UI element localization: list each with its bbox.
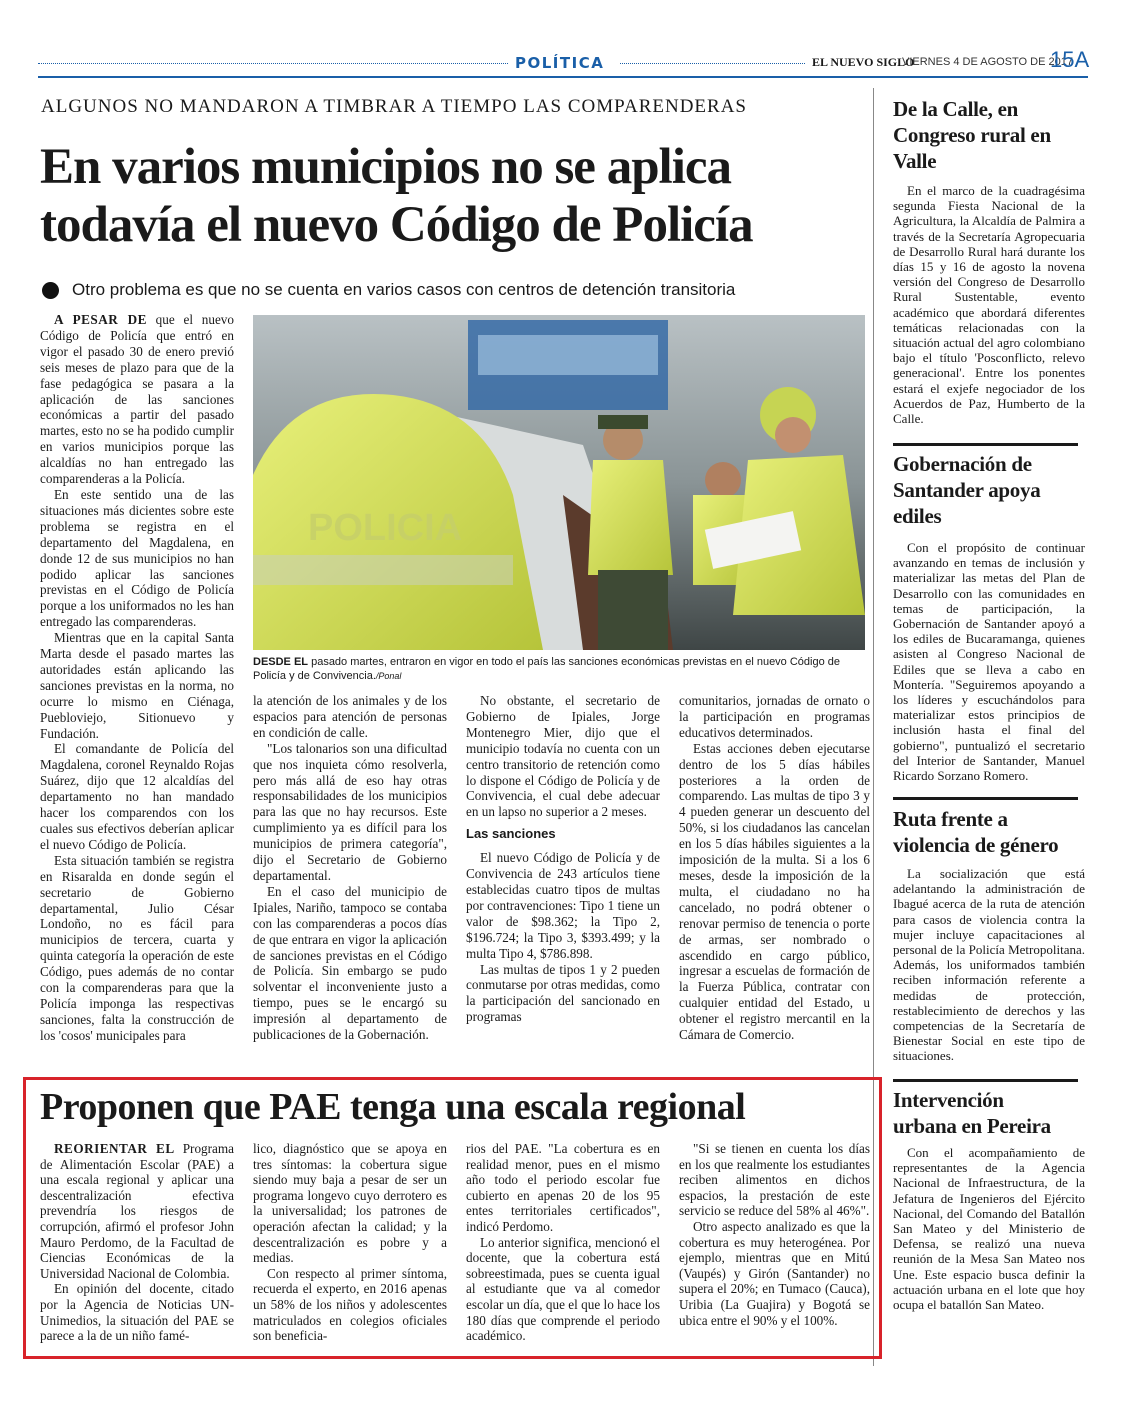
paragraph: que el nuevo Código de Policía que entró en vigor el pasado 30 de enero previó seis meses de plazo para que de la fase pedagógica se pasara a la aplicación de las sanciones económicas a partir del pasado martes, esto no se ha podido cumplir en varios municipios porque las alcaldías no han entregado las comparenderas a la Policía.	[40, 312, 234, 487]
photo-credit: /Ponal	[375, 671, 402, 681]
lead-in: A PESAR DE	[54, 312, 147, 327]
paragraph: Esta situación también se registra en Risaralda en donde según el secretario de Gobierno departamental, Julio César Londoño, no es fácil para municipios de tercera, cuarta y quinta categoría la operación de este Código, pues además de no contar con la comparenderas para que la Policía imponga las respectivas sanciones, falta la construcción de los 'cosos' municipales para	[40, 852, 234, 1043]
caption-lead: DESDE EL	[253, 656, 309, 668]
pae-column-3	[466, 1141, 660, 1344]
paragraph: Con el propósito de continuar avanzando en temas de inclusión y materializar las metas del Plan de Desarrollo con las comunidades en temas de participación, la Gobernación de Santander apoyó a los ediles de Bucaramanga, quienes asisten al Congreso Nacional de Ediles que se lleva a cabo en Montería. "Seguiremos apoyando a los líderes y escuchándolos para materializar estos principios de inclusión hasta el final del gobierno", puntualizó el secretario del Interior de Santander, Manuel Ricardo Sorzano Romero.	[893, 540, 1085, 784]
header-dotted-rule	[38, 63, 508, 64]
paragraph: Otro aspecto analizado es que la cobertura es muy heterogénea. Por ejemplo, mientras que en Mitú (Vaupés) y Girón (Santander) no supera el 20%; en Tumaco (Cauca), Uribia (La Guajira) y Bogotá se ubica entre el 90% y el 100%.	[679, 1218, 870, 1328]
bullet-icon	[42, 282, 59, 299]
page-number: 15A	[1050, 47, 1090, 72]
caption-text: pasado martes, entraron en vigor en todo el país las sanciones económicas previstas en el nuevo Código de Policía y de Convivencia.	[253, 656, 841, 682]
photo-vest-text: POLICIA	[308, 507, 463, 549]
paragraph: El nuevo Código de Policía y de Convivencia de 243 artículos tiene establecidas cuatro tipos de multas por contravenciones: Tipo 1 tiene un valor de $98.362; la Tipo 2, $196.724; la Tipo 3, $393.499; y la multa Tipo 4, $786.898.	[466, 850, 660, 961]
sidebar-title: Ruta frente a violencia de género	[893, 807, 1059, 857]
paragraph: lico, diagnóstico que se apoya en tres síntomas: la cobertura sigue siendo muy baja a pesar de ser un programa longevo cuyo derrotero es la universalidad; los patrones de operación afectan la calidad; y la descentralización es pobre y a medias.	[253, 1141, 447, 1266]
headline: En varios municipios no se aplica todavía el nuevo Código de Policía	[40, 139, 753, 253]
article-column-3	[466, 693, 660, 1025]
pae-column-2	[253, 1141, 447, 1344]
paragraph: Con respecto al primer síntoma, recuerda el experto, en 2016 apenas un 58% de los niños y adolescentes matriculados en colegios oficiales son beneficia-	[253, 1265, 447, 1344]
subsection-title: Las sanciones	[466, 826, 556, 842]
header-dotted-rule	[620, 63, 805, 64]
paragraph: No obstante, el secretario de Gobierno de Ipiales, Jorge Montenegro Mier, dijo que el municipio todavía no cuenta con un centro transitorio de retención como lo dispone el Código de Policía y de Convivencia, el cual debe adecuar en un lapso no superior a 2 meses.	[466, 693, 660, 820]
paragraph: la atención de los animales y de los espacios para atención de personas en condición de calle.	[253, 693, 447, 740]
paragraph: Mientras que en la capital Santa Marta desde el pasado martes las autoridades están aplicando las sanciones previstas en la norma, no ocurre lo mismo en Ciénaga, Puebloviejo, Sitionuevo y Fundación.	[40, 630, 234, 741]
pae-column-1	[40, 1141, 234, 1344]
sidebar-title: Gobernación de Santander apoya ediles	[893, 452, 1041, 528]
paragraph: Con el acompañamiento de representantes de la Agencia Nacional de Infraestructura, de la Jefatura de Ingenieros del Ejército Nacional, del Comando del Batallón San Mateo y del Ministerio de Defensa, se realizó una nueva reunión de la Mesa San Mateo nos Une. Este espacio busca definir la actuación urbana en el lote que hoy ocupa el batallón San Mateo.	[893, 1145, 1085, 1313]
photo-caption	[253, 655, 865, 683]
subhead	[42, 280, 735, 300]
paragraph: En opinión del docente, citado por la Agencia de Noticias UN-Unimedios, la situación del PAE se parece a la de un niño famé-	[40, 1281, 234, 1344]
paragraph: Programa de Alimentación Escolar (PAE) a una escala regional y aplicar una descentralización efectiva prevendría los riesgos de corrupción, afirmó el profesor John Mauro Perdomo, de la Facultad de Ciencias Económicas de la Universidad Nacional de Colombia.	[40, 1141, 234, 1281]
pae-headline: Proponen que PAE tenga una escala regional	[40, 1086, 746, 1128]
sidebar-rule	[893, 797, 1078, 800]
paragraph: El comandante de Policía del Magdalena, coronel Reynaldo Rojas Suárez, dijo que 12 alcaldías del departamento no han mandado hacer los comparendos con los cuales sus efectivos deberían aplicar el nuevo Código de Policía.	[40, 741, 234, 852]
article-column-4	[679, 693, 870, 1043]
sidebar-body	[893, 540, 1085, 783]
lead-in: REORIENTAR EL	[54, 1141, 175, 1156]
subhead-text: Otro problema es que no se cuenta en varios casos con centros de detención transitoria	[72, 280, 736, 299]
police-officers-image	[253, 315, 865, 650]
issue-date: VIERNES 4 DE AGOSTO DE 2017	[902, 56, 1073, 68]
paragraph: En el marco de la cuadragésima segunda Fiesta Nacional de la Agricultura, la Alcaldía de Palmira a través de la Secretaría Agropecuaria de Desarrollo Rural hará durante los días 15 y 16 de agosto la novena versión del Congreso de Desarrollo Rural Sustentable, evento académico que abordará diferentes temáticas relacionadas con la situación actual del agro colombiano bajo el título 'Posconflicto, relevo generacional'. Entre los ponentes estará el exjefe negociador de los Acuerdos de Paz, Humberto de la Calle.	[893, 183, 1085, 427]
sidebar-title: De la Calle, en Congreso rural en Valle	[893, 97, 1051, 173]
paragraph: Estas acciones deben ejecutarse dentro de los 5 días hábiles posteriores a la orden de comparendo. Las multas de tipo 3 y 4 pueden generar un descuento del 50%, si los ciudadanos las cancelan en los 5 días hábiles siguientes a la imposición de la multa. Si a los 6 meses, desde la imposición de la multa, el ciudadano no ha cancelado, no podrá obtener o renovar permiso de tenencia o porte de armas, ser nombrado o ascendido en cargo público, ingresar a escuelas de formación de la Fuerza Pública, contratar con cualquier entidad del Estado, u obtener el registro mercantil en la Cámara de Comercio.	[679, 740, 870, 1043]
sidebar-rule	[893, 1079, 1078, 1082]
masthead: EL NUEVO SIGLO	[812, 55, 915, 69]
sidebar-body	[893, 866, 1085, 1064]
header-rule	[38, 76, 1088, 78]
section-label: POLÍTICA	[515, 54, 605, 72]
paragraph: Lo anterior significa, mencionó el docente, que la cobertura está sobreestimada, pues se cuenta igual al estudiante que va al comedor escolar un día, que el que lo hace los 180 días que comprende el periodo académico.	[466, 1234, 660, 1344]
paragraph: La socialización que está adelantando la administración de Ibagué acerca de la ruta de atención para casos de violencia contra la mujer incluye capacitaciones al personal de la Policía Metropolitana. Además, los uniformados también reciben información referente a medidas de protección, restablecimiento de derechos y las competencias de la Secretaría de Bienestar Social en este tipo de situaciones.	[893, 866, 1085, 1064]
article-photo	[253, 315, 865, 650]
sidebar-body	[893, 1145, 1085, 1312]
article-column-2	[253, 693, 447, 1043]
article-column-1	[40, 312, 234, 1044]
paragraph: "Si se tienen en cuenta los días en los que realmente los estudiantes reciben alimentos en dichos espacios, la prestación de este servicio se reduce del 58% al 46%".	[679, 1141, 870, 1219]
pae-column-4	[679, 1141, 870, 1328]
paragraph: Las multas de tipos 1 y 2 pueden conmutarse por otras medidas, como la participación del sancionado en programas	[466, 961, 660, 1025]
paragraph: En el caso del municipio de Ipiales, Nariño, tampoco se contaba con las comparenderas a pocos días de que entrara en vigor la aplicación de sanciones previstas en el Código de Policía. Sin embargo se pudo solventar el inconveniente justo a tiempo, pues se le encargó su impresión al departamento de publicaciones de la Gobernación.	[253, 883, 447, 1043]
kicker: ALGUNOS NO MANDARON A TIMBRAR A TIEMPO LAS COMPARENDERAS	[41, 96, 747, 117]
sidebar-title: Intervención urbana en Pereira	[893, 1088, 1051, 1138]
paragraph: comunitarios, jornadas de ornato o la participación en programas educativos determinados.	[679, 693, 870, 740]
paragraph: rios del PAE. "La cobertura es en realidad menor, pues en el mismo año todo el periodo escolar fue cubierto en apenas 20 de los 95 entes territoriales certificados", indicó Perdomo.	[466, 1141, 660, 1234]
paragraph: En este sentido una de las situaciones más dicientes sobre este problema se registra en el departamento del Magdalena, en donde 12 de sus municipios no han podido aplicar las sanciones previstas en el Código de Policía porque a los uniformados no les han entregado las comparenderas.	[40, 486, 234, 630]
paragraph: "Los talonarios son una dificultad que nos inquieta cómo resolverla, pero más allá de eso hay otras responsabilidades de los municipios para las que no hay recursos. Este cumplimiento ya es difícil para los municipios de primera categoría", dijo el Secretario de Gobierno departamental.	[253, 740, 447, 883]
sidebar-rule	[893, 443, 1078, 446]
sidebar-body	[893, 183, 1085, 426]
